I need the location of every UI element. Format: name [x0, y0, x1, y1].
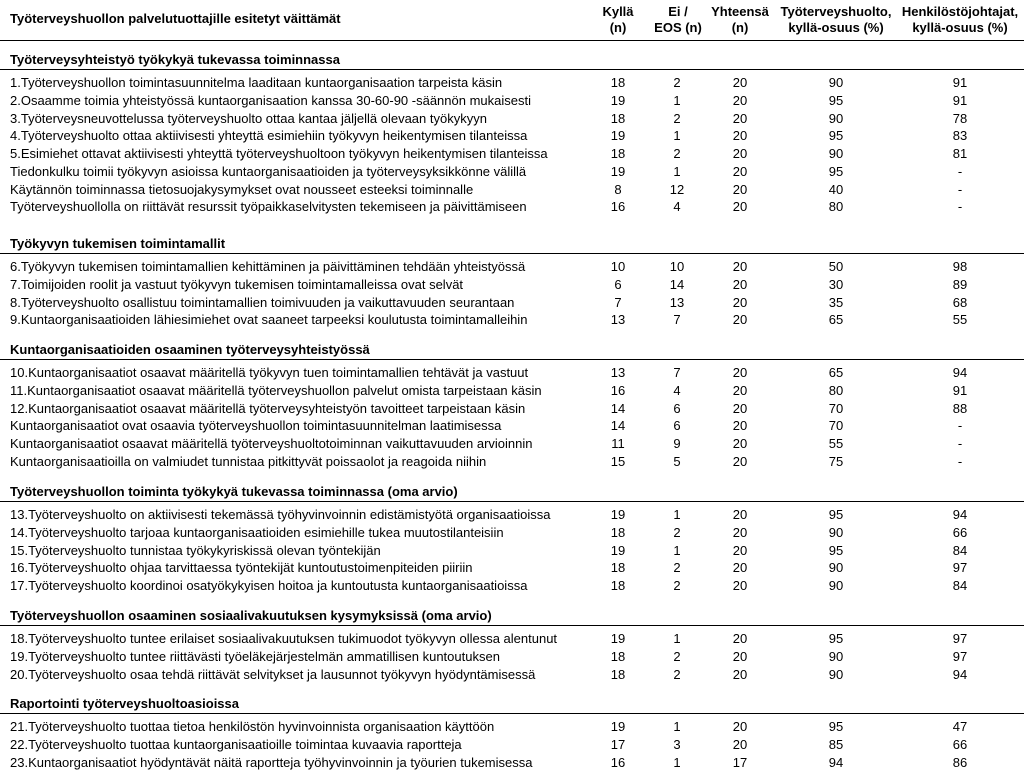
cell-ei-eos: 1 — [673, 128, 681, 144]
table-row — [0, 630, 1024, 648]
cell-tth-osuus: 70 — [828, 418, 844, 434]
col-header-tth-kylla-osuus: Työterveyshuolto, kyllä-osuus (%) — [780, 4, 892, 35]
cell-yhteensa: 20 — [732, 578, 748, 593]
row-label: 8.Työterveyshuolto osallistuu toimintamallien toimivuuden ja vaikuttavuuden seurantaan — [10, 294, 515, 310]
cell-hj-osuus: 55 — [952, 312, 968, 328]
row-label: 12.Kuntaorganisaatiot osaavat määritellä työterveysyhteistyön tavoitteet tarpeistaan käsin — [10, 400, 526, 416]
table-row — [0, 666, 1024, 684]
row-label: 7.Toimijoiden roolit ja vastuut työkyvyn tukemisen toimintamalleissa ovat selvät — [10, 276, 464, 292]
cell-ei-eos: 1 — [673, 92, 681, 108]
cell-kylla: 8 — [614, 181, 622, 197]
cell-ei-eos: 2 — [673, 578, 681, 593]
cell-hj-osuus: - — [957, 436, 963, 451]
cell-hj-osuus: 97 — [952, 560, 968, 576]
cell-tth-osuus: 95 — [828, 507, 844, 522]
cell-ei-eos: 4 — [673, 199, 681, 215]
cell-tth-osuus: 95 — [828, 128, 844, 144]
cell-tth-osuus: 94 — [828, 754, 844, 770]
cell-ei-eos: 10 — [669, 259, 685, 274]
cell-kylla: 18 — [610, 666, 626, 682]
cell-kylla: 14 — [610, 418, 626, 434]
cell-ei-eos: 1 — [673, 542, 681, 558]
cell-yhteensa: 20 — [732, 128, 748, 144]
cell-yhteensa: 20 — [732, 365, 748, 380]
table-title: Työterveyshuollon palvelutuottajille esitetyt väittämät — [10, 11, 341, 26]
cell-hj-osuus: 84 — [952, 578, 968, 593]
cell-tth-osuus: 35 — [828, 294, 844, 310]
row-label: 17.Työterveyshuolto koordinoi osatyökykyisen hoitoa ja kuntoutusta kuntaorganisaatioissa — [10, 578, 528, 593]
table-row — [0, 453, 1024, 471]
col-header-ei-eos: Ei / EOS (n) — [654, 4, 702, 35]
cell-kylla: 17 — [610, 736, 626, 752]
cell-hj-osuus: 91 — [952, 92, 968, 108]
cell-hj-osuus: - — [957, 418, 963, 434]
table-row — [0, 577, 1024, 595]
cell-kylla: 10 — [610, 259, 626, 274]
table-row — [0, 92, 1024, 110]
section-rule — [0, 501, 1024, 502]
cell-kylla: 16 — [610, 199, 626, 215]
table-row — [0, 559, 1024, 577]
cell-hj-osuus: 91 — [952, 382, 968, 398]
cell-yhteensa: 20 — [732, 542, 748, 558]
cell-hj-osuus: 66 — [952, 736, 968, 752]
section-title: Työterveyshuollon osaaminen sosiaalivakuutuksen kysymyksissä (oma arvio) — [10, 608, 492, 623]
row-label: 4.Työterveyshuolto ottaa aktiivisesti yhteyttä esimiehiin työkyvyn heikentymisen tilanteissa — [10, 128, 528, 144]
table-row — [0, 110, 1024, 128]
cell-ei-eos: 2 — [673, 110, 681, 126]
cell-ei-eos: 2 — [673, 146, 681, 161]
cell-tth-osuus: 55 — [828, 436, 844, 451]
section-rule — [0, 69, 1024, 70]
cell-yhteensa: 20 — [732, 92, 748, 108]
cell-tth-osuus: 65 — [828, 312, 844, 328]
cell-kylla: 19 — [610, 128, 626, 144]
cell-tth-osuus: 95 — [828, 719, 844, 734]
cell-yhteensa: 20 — [732, 199, 748, 215]
cell-kylla: 11 — [611, 436, 625, 451]
cell-yhteensa: 20 — [732, 276, 748, 292]
cell-ei-eos: 4 — [673, 382, 681, 398]
cell-ei-eos: 2 — [673, 666, 681, 682]
row-label: 9.Kuntaorganisaatioiden lähiesimiehet ovat saaneet tarpeeksi koulutusta toimintamalleihin — [10, 312, 528, 328]
row-label: 11.Kuntaorganisaatiot osaavat määritellä työterveyshuollon palvelut omista tarpeistaan käsin — [10, 382, 542, 398]
cell-ei-eos: 2 — [673, 75, 681, 90]
table-row — [0, 648, 1024, 666]
cell-ei-eos: 6 — [673, 400, 681, 416]
table-row — [0, 382, 1024, 400]
cell-hj-osuus: 78 — [952, 110, 968, 126]
cell-yhteensa: 20 — [732, 418, 748, 434]
cell-tth-osuus: 65 — [828, 365, 844, 380]
cell-kylla: 6 — [614, 276, 622, 292]
cell-tth-osuus: 95 — [828, 631, 844, 646]
cell-yhteensa: 20 — [732, 719, 748, 734]
section-rule — [0, 359, 1024, 360]
cell-ei-eos: 1 — [673, 163, 681, 179]
cell-hj-osuus: 94 — [952, 666, 968, 682]
cell-hj-osuus: - — [957, 163, 963, 179]
table-row — [0, 145, 1024, 163]
table-row — [0, 258, 1024, 276]
row-label: 21.Työterveyshuolto tuottaa tietoa henkilöstön hyvinvoinnista organisaation käyttöön — [10, 719, 495, 734]
cell-ei-eos: 14 — [669, 276, 685, 292]
row-label: 20.Työterveyshuolto osaa tehdä riittävät selvitykset ja lausunnot työkyvyn hyödyntämisessä — [10, 666, 536, 682]
cell-tth-osuus: 90 — [828, 578, 844, 593]
row-label: 2.Osaamme toimia yhteistyössä kuntaorganisaation kanssa 30-60-90 -säännön mukaisesti — [10, 92, 531, 108]
section-rule — [0, 713, 1024, 714]
row-label: 23.Kuntaorganisaatiot hyödyntävät näitä raportteja työhyvinvoinnin ja työurien tukemisessa — [10, 754, 533, 770]
cell-yhteensa: 20 — [732, 631, 748, 646]
table-row — [0, 364, 1024, 382]
row-label: 6.Työkyvyn tukemisen toimintamallien kehittäminen ja päivittäminen tehdään yhteistyössä — [10, 259, 526, 274]
cell-yhteensa: 20 — [732, 294, 748, 310]
cell-yhteensa: 20 — [732, 453, 748, 469]
col-header-yhteensa: Yhteensä (n) — [711, 4, 769, 35]
cell-tth-osuus: 80 — [828, 382, 844, 398]
table-header — [0, 0, 1024, 44]
row-label: Kuntaorganisaatiot ovat osaavia työterveyshuollon toimintasuunnitelman laatimisessa — [10, 418, 502, 434]
cell-tth-osuus: 75 — [828, 453, 844, 469]
row-label: 18.Työterveyshuolto tuntee erilaiset sosiaalivakuutuksen tukimuodot työkyvyn ollessa alentunut — [10, 631, 558, 646]
section-title: Kuntaorganisaatioiden osaaminen työterveysyhteistyössä — [10, 342, 370, 357]
cell-hj-osuus: 98 — [952, 259, 968, 274]
cell-hj-osuus: 68 — [952, 294, 968, 310]
cell-ei-eos: 1 — [673, 719, 681, 734]
cell-hj-osuus: 89 — [952, 276, 968, 292]
section-title: Työkyvyn tukemisen toimintamallit — [10, 236, 226, 251]
row-label: Työterveyshuollolla on riittävät resurssit työpaikkaselvitysten tekemiseen ja päivittämiseen — [10, 199, 527, 215]
table-row — [0, 127, 1024, 145]
cell-tth-osuus: 95 — [828, 542, 844, 558]
cell-yhteensa: 20 — [732, 382, 748, 398]
cell-tth-osuus: 90 — [828, 560, 844, 576]
row-label: 1.Työterveyshuollon toimintasuunnitelma laaditaan kuntaorganisaation tarpeista käsin — [10, 75, 503, 90]
cell-yhteensa: 20 — [732, 436, 748, 451]
table-row — [0, 276, 1024, 294]
cell-yhteensa: 20 — [732, 110, 748, 126]
row-label: 22.Työterveyshuolto tuottaa kuntaorganisaatioille toimintaa kuvaavia raportteja — [10, 736, 462, 752]
col-header-kylla: Kyllä (n) — [602, 4, 634, 35]
cell-hj-osuus: 84 — [952, 542, 968, 558]
cell-yhteensa: 20 — [732, 163, 748, 179]
cell-yhteensa: 17 — [732, 754, 748, 770]
header-rule — [0, 40, 1024, 41]
cell-kylla: 19 — [610, 542, 626, 558]
cell-kylla: 7 — [614, 294, 622, 310]
cell-yhteensa: 20 — [732, 400, 748, 416]
cell-ei-eos: 5 — [673, 453, 681, 469]
cell-tth-osuus: 90 — [828, 75, 844, 90]
table-row — [0, 417, 1024, 435]
cell-ei-eos: 9 — [673, 436, 681, 451]
table-row — [0, 506, 1024, 524]
cell-tth-osuus: 95 — [828, 163, 844, 179]
table-row — [0, 311, 1024, 329]
cell-ei-eos: 1 — [673, 754, 681, 770]
cell-hj-osuus: - — [957, 199, 963, 215]
table-row — [0, 74, 1024, 92]
cell-tth-osuus: 90 — [828, 110, 844, 126]
cell-tth-osuus: 90 — [828, 648, 844, 664]
cell-tth-osuus: 90 — [828, 146, 844, 161]
cell-hj-osuus: - — [957, 181, 963, 197]
cell-ei-eos: 12 — [669, 181, 685, 197]
cell-tth-osuus: 90 — [828, 524, 844, 540]
cell-yhteensa: 20 — [732, 259, 748, 274]
table-row — [0, 400, 1024, 418]
cell-kylla: 16 — [610, 382, 626, 398]
cell-kylla: 16 — [610, 754, 626, 770]
cell-hj-osuus: 97 — [952, 648, 968, 664]
row-label: 15.Työterveyshuolto tunnistaa työkykyriskissä olevan työntekijän — [10, 542, 381, 558]
cell-hj-osuus: 86 — [952, 754, 968, 770]
cell-hj-osuus: 47 — [952, 719, 968, 734]
cell-yhteensa: 20 — [732, 560, 748, 576]
cell-yhteensa: 20 — [732, 524, 748, 540]
table-row — [0, 294, 1024, 312]
row-label: Kuntaorganisaatiot osaavat määritellä työterveyshuoltotoiminnan vaikuttavuuden arvioinnin — [10, 436, 533, 451]
cell-kylla: 14 — [610, 400, 626, 416]
cell-hj-osuus: 94 — [952, 365, 968, 380]
cell-kylla: 19 — [610, 631, 626, 646]
cell-hj-osuus: 88 — [952, 400, 968, 416]
section-rule — [0, 625, 1024, 626]
row-label: 10.Kuntaorganisaatiot osaavat määritellä työkyvyn tuen toimintamallien tehtävät ja vastuut — [10, 365, 529, 380]
cell-hj-osuus: 83 — [952, 128, 968, 144]
row-label: 14.Työterveyshuolto tarjoaa kuntaorganisaatioiden esimiehille tukea muutostilanteisiin — [10, 524, 504, 540]
cell-ei-eos: 3 — [673, 736, 681, 752]
cell-ei-eos: 13 — [669, 294, 685, 310]
row-label: 13.Työterveyshuolto on aktiivisesti tekemässä työhyvinvoinnin edistämistyötä organisaatioissa — [10, 507, 551, 522]
cell-tth-osuus: 50 — [828, 259, 844, 274]
section-title: Raportointi työterveyshuoltoasioissa — [10, 696, 239, 711]
col-header-hj-kylla-osuus: Henkilöstöjohtajat, kyllä-osuus (%) — [901, 4, 1019, 35]
cell-kylla: 18 — [610, 146, 626, 161]
row-label: 5.Esimiehet ottavat aktiivisesti yhteyttä työterveyshuoltoon työkyvyn heikentymisen tilanteissa — [10, 146, 548, 161]
table-row — [0, 542, 1024, 560]
cell-ei-eos: 2 — [673, 524, 681, 540]
table-row — [0, 736, 1024, 754]
table-row — [0, 435, 1024, 453]
table-row — [0, 754, 1024, 772]
cell-ei-eos: 6 — [673, 418, 681, 434]
cell-yhteensa: 20 — [732, 648, 748, 664]
cell-hj-osuus: 97 — [952, 631, 968, 646]
table-row — [0, 181, 1024, 199]
cell-kylla: 18 — [610, 524, 626, 540]
cell-tth-osuus: 85 — [828, 736, 844, 752]
cell-kylla: 18 — [610, 110, 626, 126]
row-label: 3.Työterveysneuvottelussa työterveyshuolto ottaa kantaa jäljellä olevaan työkykyyn — [10, 110, 487, 126]
cell-tth-osuus: 90 — [828, 666, 844, 682]
row-label: 16.Työterveyshuolto ohjaa tarvittaessa työntekijät kuntoutustoimenpiteiden piiriin — [10, 560, 473, 576]
cell-tth-osuus: 30 — [828, 276, 844, 292]
cell-kylla: 19 — [610, 92, 626, 108]
cell-yhteensa: 20 — [732, 312, 748, 328]
cell-kylla: 19 — [610, 163, 626, 179]
cell-ei-eos: 2 — [673, 560, 681, 576]
cell-hj-osuus: 91 — [952, 75, 968, 90]
cell-kylla: 18 — [610, 560, 626, 576]
cell-hj-osuus: 94 — [952, 507, 968, 522]
table-row — [0, 524, 1024, 542]
cell-yhteensa: 20 — [732, 736, 748, 752]
cell-kylla: 13 — [610, 365, 626, 380]
cell-tth-osuus: 70 — [828, 400, 844, 416]
table-row — [0, 198, 1024, 216]
cell-kylla: 18 — [610, 648, 626, 664]
cell-yhteensa: 20 — [732, 666, 748, 682]
table-row — [0, 163, 1024, 181]
cell-yhteensa: 20 — [732, 146, 748, 161]
table-row — [0, 718, 1024, 736]
cell-tth-osuus: 40 — [828, 181, 844, 197]
cell-yhteensa: 20 — [732, 75, 748, 90]
cell-kylla: 18 — [610, 75, 626, 90]
cell-ei-eos: 7 — [673, 365, 681, 380]
row-label: Tiedonkulku toimii työkyvyn asioissa kuntaorganisaatioiden ja työterveysyksikkönne välillä — [10, 163, 527, 179]
cell-kylla: 15 — [610, 453, 626, 469]
cell-ei-eos: 1 — [673, 631, 681, 646]
cell-kylla: 18 — [610, 578, 626, 593]
section-title: Työterveyshuollon toiminta työkykyä tukevassa toiminnassa (oma arvio) — [10, 484, 458, 499]
cell-ei-eos: 1 — [673, 507, 681, 522]
cell-kylla: 19 — [610, 719, 626, 734]
row-label: 19.Työterveyshuolto tuntee riittävästi työeläkejärjestelmän ammatillisen kuntoutuksen — [10, 648, 500, 664]
section-rule — [0, 253, 1024, 254]
cell-hj-osuus: 66 — [952, 524, 968, 540]
section-title: Työterveysyhteistyö työkykyä tukevassa toiminnassa — [10, 52, 340, 67]
cell-yhteensa: 20 — [732, 507, 748, 522]
cell-hj-osuus: 81 — [952, 146, 968, 161]
cell-kylla: 19 — [610, 507, 626, 522]
cell-ei-eos: 2 — [673, 648, 681, 664]
row-label: Kuntaorganisaatioilla on valmiudet tunnistaa pitkittyvät poissaolot ja reagoida niihin — [10, 453, 487, 469]
row-label: Käytännön toiminnassa tietosuojakysymykset ovat nousseet esteeksi toiminnalle — [10, 181, 474, 197]
cell-ei-eos: 7 — [673, 312, 681, 328]
cell-kylla: 13 — [610, 312, 626, 328]
cell-yhteensa: 20 — [732, 181, 748, 197]
cell-hj-osuus: - — [957, 453, 963, 469]
cell-tth-osuus: 95 — [828, 92, 844, 108]
cell-tth-osuus: 80 — [828, 199, 844, 215]
